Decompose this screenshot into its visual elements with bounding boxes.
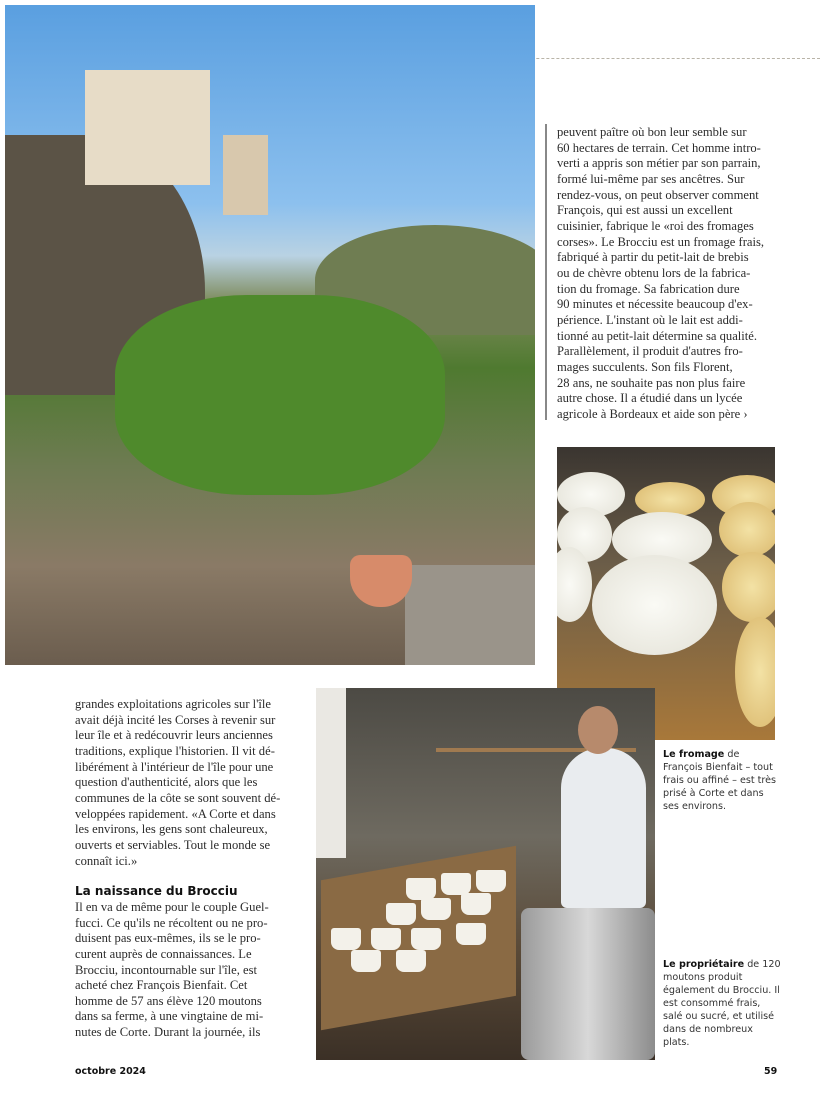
text-line [75,994,307,1010]
article-column-left [75,697,307,1041]
caption-cheese [663,748,781,813]
caption-text: de 120 moutons produit également du Brocciu. Il est consommé frais, salé ou sucré, et utilisé dans de nombreux plats. [663,959,781,1048]
text-line [557,391,779,407]
text-line-content: verti a appris son métier par son parrain, [557,156,761,171]
text-line [557,376,779,392]
text-line [75,713,307,729]
text-line [75,744,307,760]
text-line [75,963,307,979]
caption-owner [663,958,781,1049]
text-line-content: tionné au petit-lait détermine sa qualité. [557,328,758,343]
text-line [75,838,307,854]
text-line-content: leur île et à redécouvrir leurs anciennes [75,728,273,743]
text-line [557,235,779,251]
text-line [75,775,307,791]
text-line-content: ouverts et serviables. Tout le monde se [75,837,271,852]
text-line [557,344,779,360]
column-rule [545,124,547,420]
text-line [557,329,779,345]
text-line [75,947,307,963]
photo-brocciu-making [316,688,655,1060]
text-line [75,854,307,870]
text-line-content: fucci. Ce qu'ils ne récoltent ou ne pro- [75,915,268,930]
text-line [75,760,307,776]
text-line-content: les environs, les gens sont chaleureux, [75,822,268,837]
text-line-content: acheté chez François Bienfait. Cet [75,978,248,993]
text-line [557,156,779,172]
text-line-content: Il en va de même pour le couple Guel- [75,899,269,914]
text-line [557,203,779,219]
text-line [75,1009,307,1025]
text-line [557,297,779,313]
text-line-content: dans sa ferme, à une vingtaine de mi- [75,1009,264,1024]
issue-date: octobre 2024 [75,1066,146,1077]
text-line [75,807,307,823]
text-line-content: agricole à Bordeaux et aide son père › [557,406,748,421]
text-line-content: connaît ici.» [75,853,138,868]
text-line-content: fabriqué à partir du petit-lait de brebis [557,250,749,265]
text-line [557,266,779,282]
text-line [557,188,779,204]
text-line-content: formé lui-même par ses ancêtres. Sur [557,171,745,186]
page-number: 59 [764,1066,778,1077]
text-line [75,916,307,932]
text-line [557,282,779,298]
text-line-content: cuisinier, fabrique le «roi des fromages [557,218,754,233]
caption-text: de François Bienfait – tout frais ou affiné – est très prisé à Corte et dans ses environs. [663,749,777,812]
text-line [557,125,779,141]
text-line [557,172,779,188]
text-line-content: peuvent paître où bon leur semble sur [557,125,747,139]
text-line-content: mages succulents. Son fils Florent, [557,359,733,374]
text-line [75,900,307,916]
text-line-content: nutes de Corte. Durant la journée, ils [75,1025,261,1040]
text-line-content: question d'authenticité, alors que les [75,775,258,790]
text-line [75,931,307,947]
text-line-content: 28 ans, ne souhaite pas non plus faire [557,375,746,390]
text-line-content: avait déjà incité les Corses à revenir sur [75,712,276,727]
text-line [557,407,779,423]
text-line [75,791,307,807]
text-line [75,822,307,838]
text-line [557,250,779,266]
article-column-right [557,125,779,422]
text-line [557,219,779,235]
text-line [557,360,779,376]
text-line-content: François, qui est aussi un excellent [557,203,733,218]
text-line-content: rendez-vous, on peut observer comment [557,187,759,202]
text-line-content: traditions, explique l'historien. Il vit dé- [75,743,275,758]
caption-bold: Le fromage [663,749,725,760]
text-line [557,313,779,329]
text-line-content: autre chose. Il a étudié dans un lycée [557,391,743,406]
text-line [75,728,307,744]
caption-bold: Le propriétaire [663,959,745,970]
text-line-content: veloppées rapidement. «A Corte et dans [75,806,276,821]
text-line-content: ou de chèvre obtenu lors de la fabrica- [557,265,751,280]
text-line-content: tion du fromage. Sa fabrication dure [557,281,740,296]
text-line-content: Parallèlement, il produit d'autres fro- [557,344,743,359]
photo-corte-citadel [5,5,535,665]
text-line [75,978,307,994]
text-line-content: grandes exploitations agricoles sur l'île [75,697,272,711]
text-line-content: périence. L'instant où le lait est addi- [557,312,743,327]
text-line-content: duisent pas eux-mêmes, ils se le pro- [75,931,261,946]
text-line-content: curent auprès de connaissances. Le [75,946,252,961]
text-line [75,1025,307,1041]
text-line-content: homme de 57 ans élève 120 moutons [75,993,262,1008]
text-line [557,141,779,157]
text-line-content: communes de la côte se sont souvent dé- [75,790,281,805]
text-line-content: libérément à l'intérieur de l'île pour une [75,759,274,774]
text-line-content: Brocciu, incontournable sur l'île, est [75,962,258,977]
subheading: La naissance du Brocciu [75,884,238,899]
text-line [75,697,307,713]
text-line-content: corses». Le Brocciu est un fromage frais, [557,234,765,249]
text-line-content: 90 minutes et nécessite beaucoup d'ex- [557,297,753,312]
text-line-content: 60 hectares de terrain. Cet homme intro- [557,140,761,155]
